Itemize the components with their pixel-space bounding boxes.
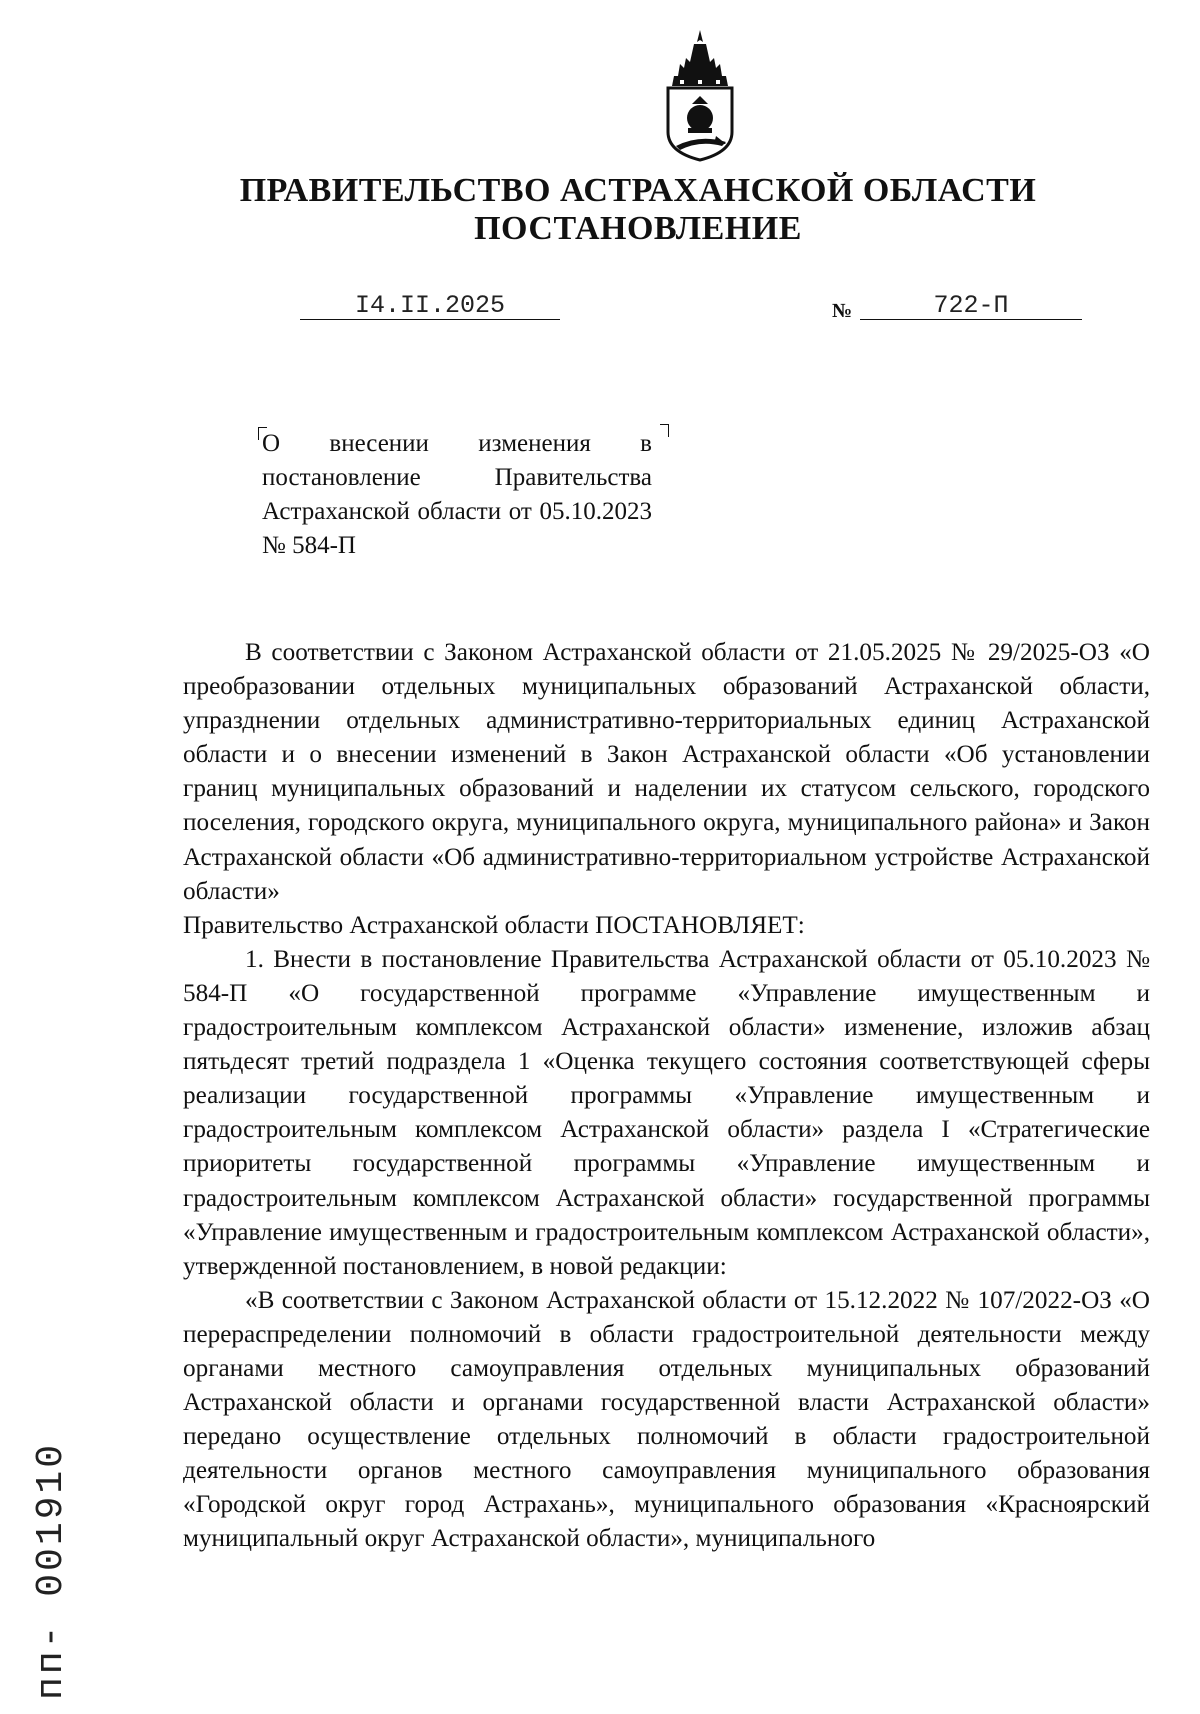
document-number: 722-П [860, 294, 1082, 320]
registration-stamp: пп- 001910 [30, 1441, 73, 1700]
item-1-paragraph: 1. Внести в постановление Правительства Астраханской области от 05.10.2023 № 584-П «О государственной программе «Управление имущественным и градостроительным комплексом Астраханской области» изменение, изложив абзац пятьдесят третий подраздела 1 «Оценка текущего состояния соответствующей сферы реализации государственной программы «Управление имущественным и градостроительным комплексом Астраханской области» раздела I «Стратегические приоритеты государственной программы «Управление имущественным и градостроительным комплексом Астраханской области» государственной программы «Управление имущественным и градостроительным комплексом Астраханской области», утвержденной постановлением, в новой редакции: [183, 945, 1150, 1280]
document-date: I4.II.2025 [300, 294, 560, 320]
subject-bracket-right [660, 424, 669, 437]
document-body [183, 636, 1150, 1557]
quoted-paragraph: «В соответствии с Законом Астраханской области от 15.12.2022 № 107/2022-ОЗ «О перераспределении полномочий в области градостроительной деятельности между органами местного самоуправления отдельных муниципальных образований Астраханской области и органами государственной власти Астраханской области» передано осуществление отдельных полномочий в области градостроительной деятельности органов местного самоуправления муниципального образования «Городской округ город Астрахань», муниципального образования «Красноярский муниципальный округ Астраханской области», муниципального [183, 1286, 1150, 1553]
document-subject: О внесении изменения в постановление Правительства Астраханской области от 05.10.2023 № 584-П [262, 430, 652, 559]
number-label: № [832, 300, 853, 322]
preamble-paragraph: В соответствии с Законом Астраханской области от 21.05.2025 № 29/2025-ОЗ «О преобразовании отдельных муниципальных образований Астраханской области, упразднении отдельных административно-территориальных единиц Астраханской области и о внесении изменений в Закон Астраханской области «Об установлении границ муниципальных образований и наделении их статусом сельского, городского поселения, городского округа, муниципального округа, муниципального района» и Закон Астраханской области «Об административно-территориальном устройстве Астраханской области» [183, 639, 1150, 905]
coat-of-arms-icon [650, 28, 750, 163]
government-title: ПРАВИТЕЛЬСТВО АСТРАХАНСКОЙ ОБЛАСТИ [239, 172, 1037, 209]
resolves-paragraph: Правительство Астраханской области ПОСТАНОВЛЯЕТ: [183, 911, 805, 939]
document-type-title: ПОСТАНОВЛЕНИЕ [474, 210, 802, 247]
